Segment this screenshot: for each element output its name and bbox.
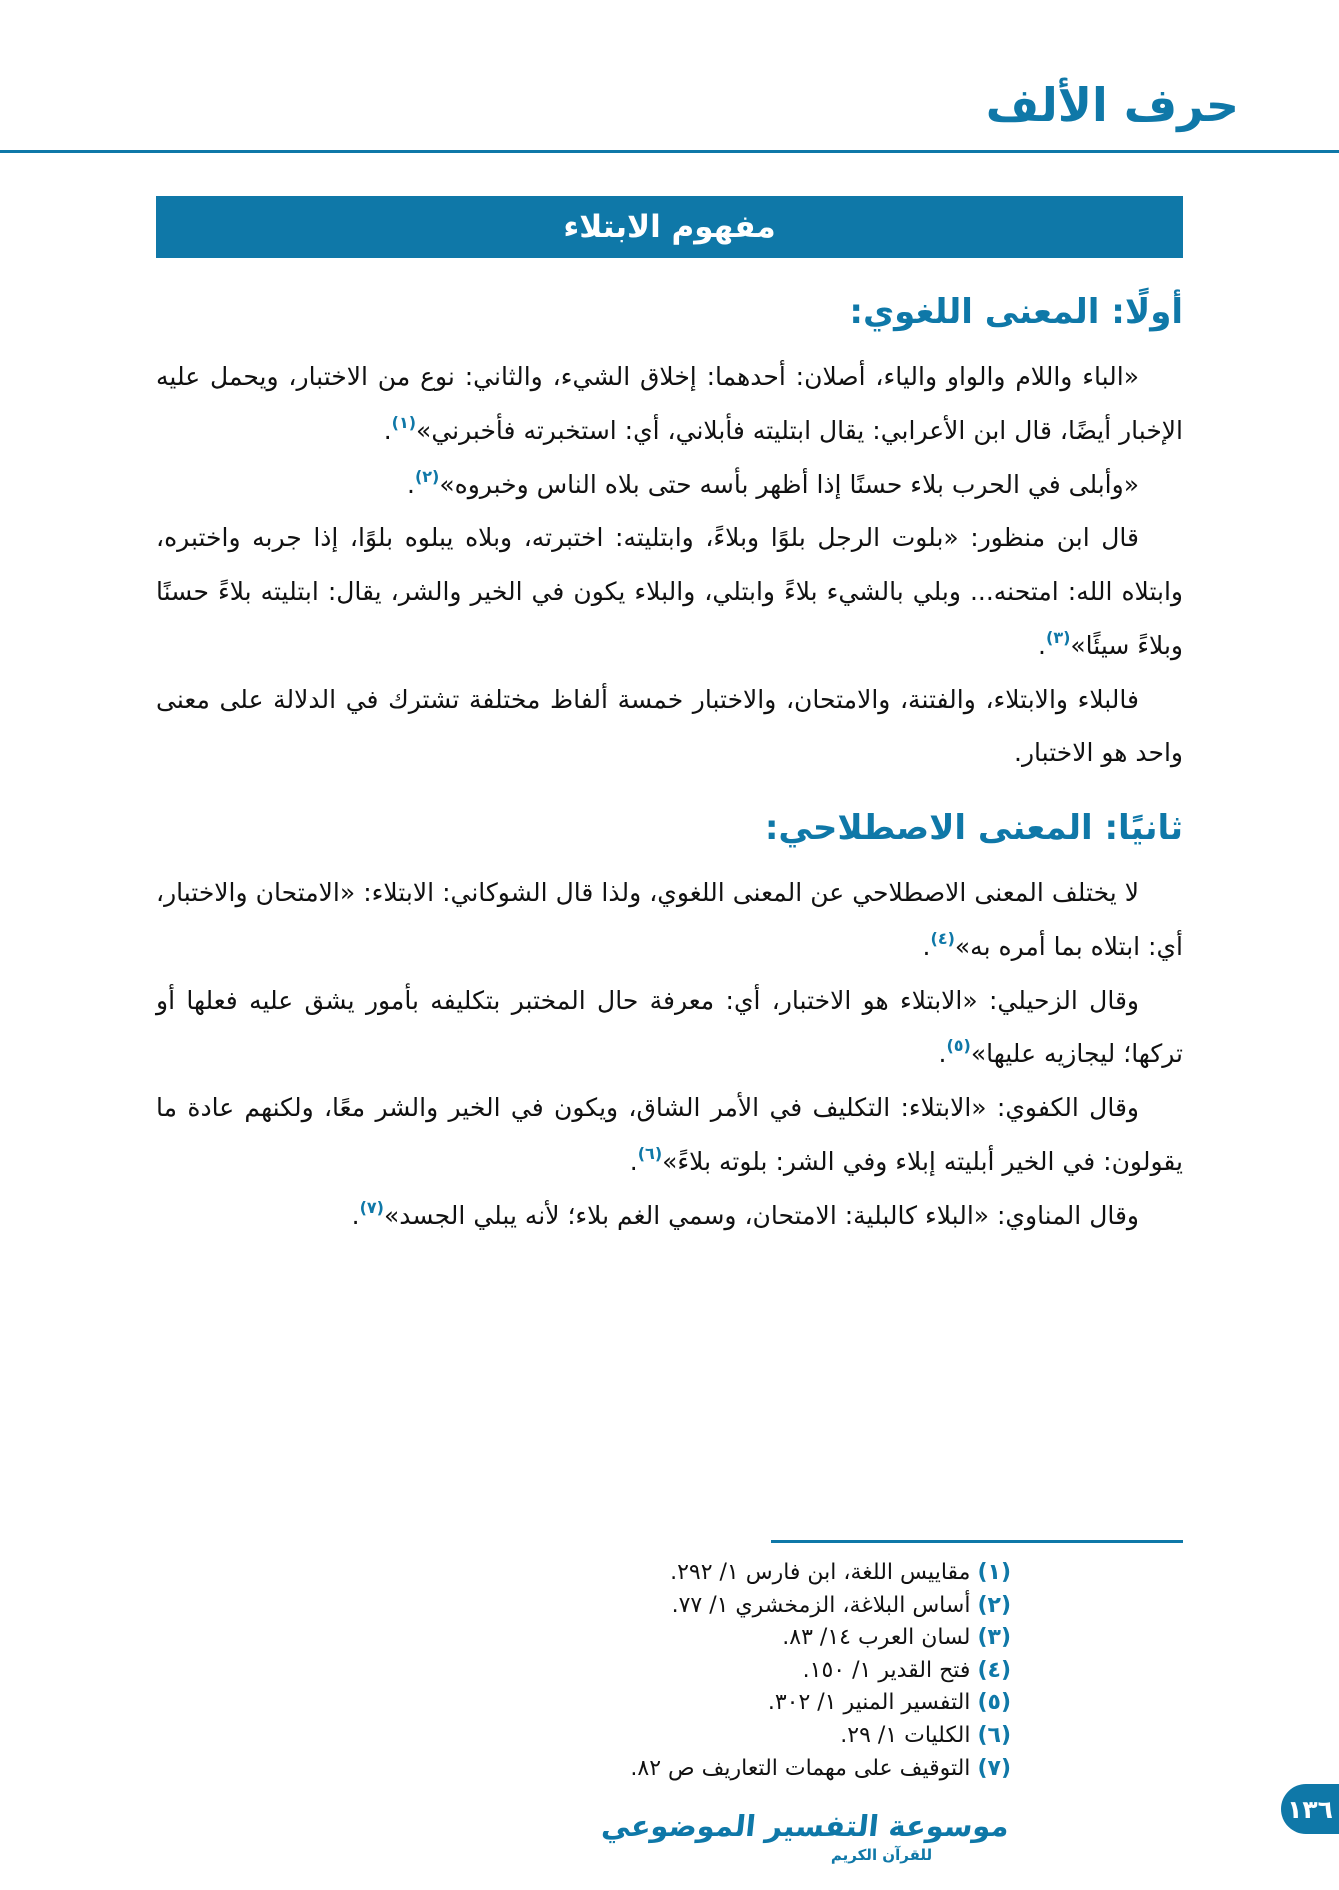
- footnote: [156, 1559, 1011, 1588]
- paragraph: [156, 1189, 1183, 1243]
- paragraph-text: وقال الزحيلي: «الابتلاء هو الاختبار، أي: معرفة حال المختبر بتكليفه بأمور يشق عليه فعلها أو تركها؛ ليجازيه عليها»: [156, 985, 1183, 1069]
- page-number-badge: [1281, 1784, 1339, 1834]
- footnote-ref: (٣): [1046, 627, 1071, 647]
- footnote-text: التوقيف على مهمات التعاريف ص ٨٢.: [630, 1755, 971, 1781]
- running-head: [986, 78, 1239, 132]
- footnote-text: التفسير المنير ١/ ٣٠٢.: [767, 1690, 971, 1716]
- footnote: [156, 1722, 1011, 1751]
- paragraph-tail: .: [383, 415, 392, 445]
- header-divider: [0, 150, 1339, 153]
- paragraph-tail: .: [922, 931, 931, 961]
- footnote-number: (٣): [977, 1625, 1011, 1651]
- page-number: ١٣٦: [1287, 1794, 1333, 1824]
- footnote-ref: (٦): [637, 1143, 663, 1163]
- footnote-number: (٥): [977, 1690, 1011, 1716]
- footnote: [156, 1657, 1011, 1686]
- paragraph: [156, 458, 1183, 512]
- paragraph-text: «الباء واللام والواو والياء، أصلان: أحدهما: إخلاق الشيء، والثاني: نوع من الاختبار، ويحمل عليه الإخبار أيضًا، قال ابن الأعرابي: يقال ابتليته فأبلاني، أي: استخبرته فأخبرني»: [156, 362, 1183, 445]
- page-content: [156, 282, 1183, 1242]
- paragraph: [156, 974, 1183, 1082]
- footnote: [156, 1755, 1011, 1784]
- footnote: [156, 1592, 1011, 1621]
- footnote-number: (٢): [977, 1592, 1011, 1618]
- footnote-text: فتح القدير ١/ ١٥٠.: [802, 1657, 971, 1683]
- paragraph: [156, 673, 1183, 781]
- paragraph-tail: .: [938, 1039, 947, 1069]
- footnote-ref: (٢): [414, 466, 440, 486]
- paragraph-text: لا يختلف المعنى الاصطلاحي عن المعنى اللغوي، ولذا قال الشوكاني: الابتلاء: «الامتحان والاختبار، أي: ابتلاه بما أمره به»: [156, 878, 1183, 961]
- paragraph-text: فالبلاء والابتلاء، والفتنة، والامتحان، والاختبار خمسة ألفاظ مختلفة تشترك في الدلالة على معنى واحد هو الاختبار.: [156, 684, 1183, 768]
- paragraph-tail: .: [1038, 630, 1046, 660]
- publisher-logo: [600, 1809, 1011, 1864]
- footnote-number: (٦): [977, 1722, 1011, 1748]
- paragraph: [156, 511, 1183, 672]
- topic-title: مفهوم الابتلاء: [563, 209, 776, 245]
- footnote-text: لسان العرب ١٤/ ٨٣.: [782, 1625, 971, 1651]
- paragraph-text: وقال المناوي: «البلاء كالبلية: الامتحان، وسمي الغم بلاء؛ لأنه يبلي الجسد»: [383, 1200, 1139, 1230]
- paragraph: [156, 866, 1183, 974]
- paragraph-tail: .: [629, 1146, 638, 1176]
- footnote-ref: (٧): [359, 1197, 384, 1217]
- footnote-number: (٤): [977, 1657, 1011, 1683]
- chapter-title: حرف الألف: [985, 78, 1239, 132]
- footnote-text: مقاييس اللغة، ابن فارس ١/ ٢٩٢.: [670, 1560, 971, 1585]
- footnote-ref: (١): [391, 412, 417, 432]
- publisher-logo-title: موسوعة التفسير الموضوعي: [600, 1809, 1011, 1843]
- footnote-number: (١): [977, 1560, 1011, 1585]
- footnote-ref: (٥): [946, 1036, 971, 1056]
- footnote-text: الكليات ١/ ٢٩.: [840, 1722, 971, 1748]
- paragraph-text: «وأبلى في الحرب بلاء حسنًا إذا أظهر بأسه حتى بلاه الناس وخبروه»: [439, 469, 1139, 499]
- section-heading-terminological: ثانيًا: المعنى الاصطلاحي:: [764, 808, 1183, 848]
- paragraph-text: وقال الكفوي: «الابتلاء: التكليف في الأمر الشاق، ويكون في الخير والشر معًا، ولكنهم عادة ما يقولون: في الخير أبليته إبلاء وفي الشر: بلوته بلاءً»: [156, 1093, 1183, 1176]
- footnotes-section: [156, 1540, 1183, 1787]
- paragraph-text: قال ابن منظور: «بلوت الرجل بلوًا وبلاءً، وابتليته: اختبرته، وبلاه يبلوه بلوًا، إذا جربه واختبره، وابتلاه الله: امتحنه... وبلي بالشيء بلاءً وابتلي، والبلاء يكون في الخير والشر، يقال: ابتليته بلاءً حسنًا وبلاءً سيئًا»: [156, 523, 1183, 660]
- footnote-divider: [771, 1540, 1183, 1543]
- footnote: [156, 1624, 1011, 1653]
- footnote-text: أساس البلاغة، الزمخشري ١/ ٧٧.: [671, 1592, 971, 1618]
- section-heading-linguistic: أولًا: المعنى اللغوي:: [849, 292, 1183, 332]
- paragraph: [156, 1081, 1183, 1189]
- footnote-ref: (٤): [930, 928, 955, 948]
- paragraph-tail: .: [351, 1200, 360, 1230]
- footnote: [156, 1689, 1011, 1718]
- paragraph-tail: .: [406, 469, 415, 499]
- publisher-logo-subtitle: للقرآن الكريم: [830, 1846, 933, 1864]
- footnote-number: (٧): [977, 1755, 1011, 1781]
- paragraph: [156, 350, 1183, 458]
- topic-banner: [156, 196, 1183, 258]
